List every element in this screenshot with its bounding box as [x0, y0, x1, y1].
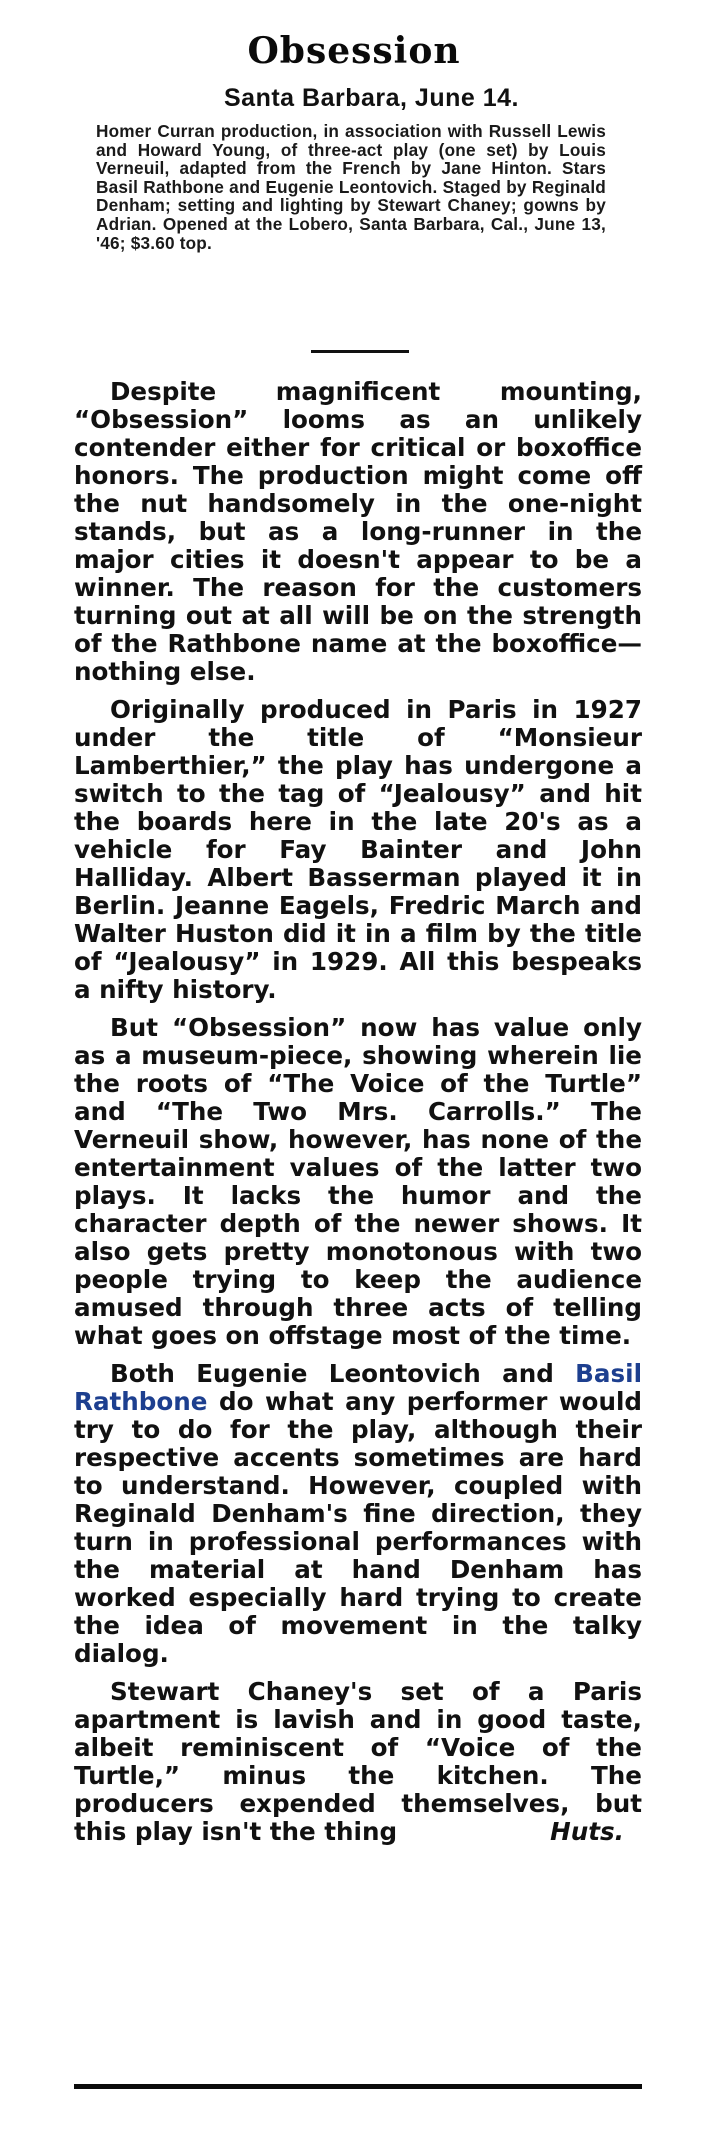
paragraph-5 — [74, 1678, 642, 1846]
paragraph-1: Despite magnificent mounting, “Obsession” looms as an unlikely contender either for critical or boxoffice honors. The production might come off the nut handsomely in the one-night stands, but as a long-runner in the major cities it doesn't appear to be a winner. The reason for the customers turning out at all will be on the strength of the Rathbone name at the boxoffice—nothing else. — [74, 377, 642, 686]
paragraph-2: Originally produced in Paris in 1927 under the title of “Monsieur Lamberthier,” the play has undergone a switch to the tag of “Jealousy” and hit the boards here in the late 20's as a vehicle for Fay Bainter and John Halliday. Albert Basserman played it in Berlin. Jeanne Eagels, Fredric March and Walter Huston did it in a film by the title of “Jealousy” in 1929. All this bespeaks a nifty history. — [74, 695, 642, 1004]
article-title: Obsession — [247, 30, 461, 72]
paragraph-4-start: Both Eugenie Leontovich and — [110, 1359, 576, 1388]
bottom-rule — [74, 2084, 642, 2089]
basil-rathbone-link[interactable]: Basil Rathbone — [74, 1359, 642, 1416]
article-body — [74, 378, 642, 1846]
reviewer-signature: Huts. — [550, 1817, 624, 1846]
dateline: Santa Barbara, June 14. — [224, 84, 519, 112]
paragraph-4-rest: do what any performer would try to do for the play, although their respective accents sometimes are hard to understand. However, coupled with Reginald Denham's fine direction, they turn in professional performances with the material at hand Denham has worked especially hard trying to create the idea of movement in the talky dialog. — [74, 1387, 642, 1668]
paragraph-5-text: Stewart Chaney's set of a Paris apartment is lavish and in good taste, albeit reminiscent of “Voice of the Turtle,” minus the kitchen. The producers expended themselves, but this play isn't the thing — [74, 1677, 642, 1846]
title-divider — [311, 350, 409, 353]
paragraph-3: But “Obsession” now has value only as a museum-piece, showing wherein lie the roots of “The Voice of the Turtle” and “The Two Mrs. Carrolls.” The Verneuil show, however, has none of the entertainment values of the latter two plays. It lacks the humor and the character depth of the newer shows. It also gets pretty monotonous with two people trying to keep the audience amused through three acts of telling what goes on offstage most of the time. — [74, 1013, 642, 1350]
paragraph-4 — [74, 1360, 642, 1668]
production-credits: Homer Curran production, in association with Russell Lewis and Howard Young, of three-act play (one set) by Louis Verneuil, adapted from the French by Jane Hinton. Stars Basil Rathbone and Eugenie Leontovich. Staged by Reginald Denham; setting and lighting by Stewart Chaney; gowns by Adrian. Opened at the Lobero, Santa Barbara, Cal., June 13, '46; $3.60 top. — [96, 121, 606, 253]
